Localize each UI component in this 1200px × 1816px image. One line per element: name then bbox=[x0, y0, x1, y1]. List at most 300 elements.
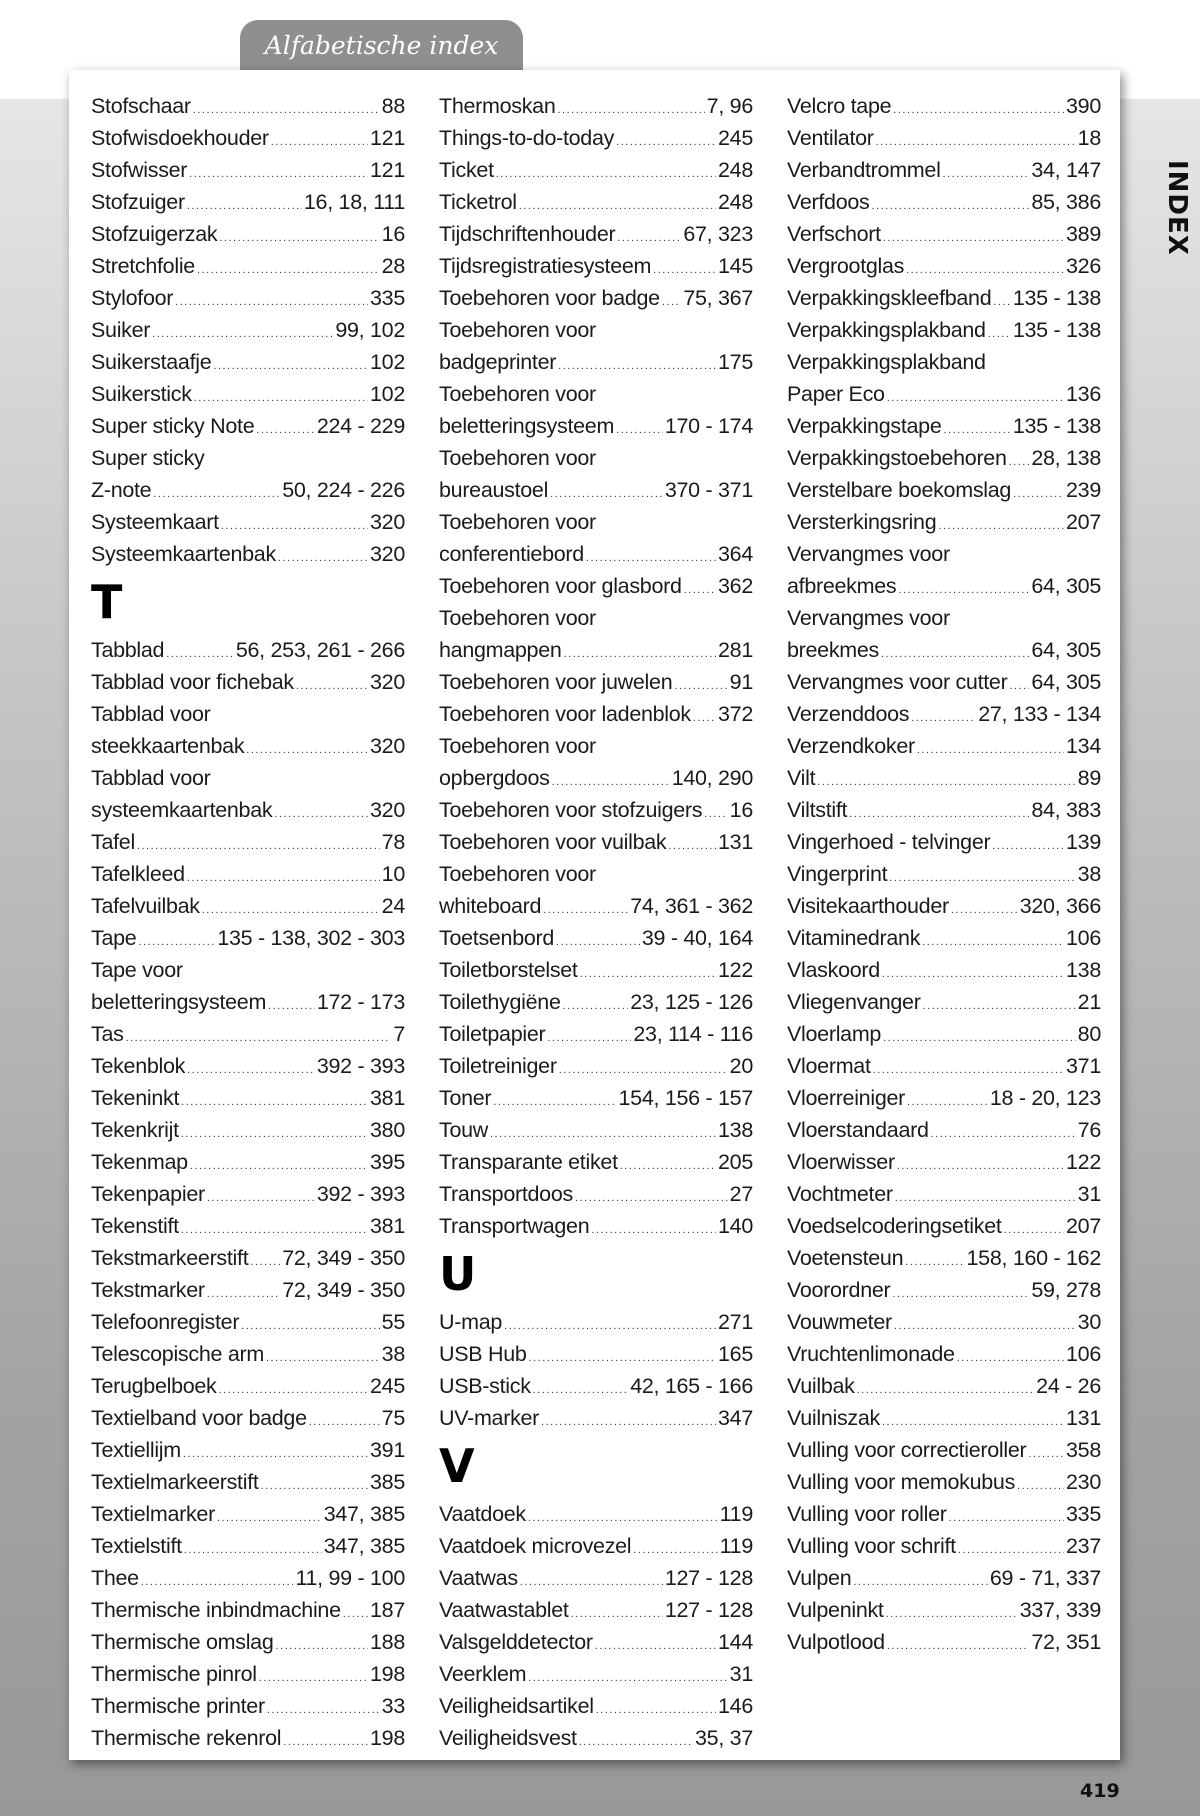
index-term: Transparante etiket bbox=[439, 1150, 618, 1174]
index-term: Tas bbox=[91, 1022, 124, 1046]
index-entry bbox=[439, 218, 753, 250]
index-entry bbox=[787, 1018, 1101, 1050]
index-term: beletteringsysteem bbox=[91, 990, 267, 1014]
page-reference: 27, 133 - 134 bbox=[978, 702, 1101, 726]
page-reference: 34, 147 bbox=[1031, 158, 1101, 182]
dot-leader bbox=[343, 1598, 368, 1630]
index-term: Vloerwisser bbox=[787, 1150, 895, 1174]
dot-leader bbox=[616, 126, 716, 158]
index-entry bbox=[91, 1050, 405, 1082]
index-term: Toilethygiëne bbox=[439, 990, 561, 1014]
page-reference: 80 bbox=[1077, 1022, 1101, 1046]
dot-leader bbox=[276, 1630, 369, 1662]
index-term: bureaustoel bbox=[439, 478, 549, 502]
index-entry bbox=[91, 1658, 405, 1690]
dot-leader bbox=[197, 254, 380, 286]
page-reference: 31 bbox=[729, 1662, 753, 1686]
page-reference: 121 bbox=[370, 126, 405, 150]
dot-leader bbox=[883, 1022, 1076, 1054]
index-term: breekmes bbox=[787, 638, 879, 662]
page-reference: 72, 349 - 350 bbox=[282, 1246, 405, 1270]
page-reference: 381 bbox=[370, 1086, 405, 1110]
page-reference: 18 bbox=[1077, 126, 1101, 150]
index-term: Visitekaarthouder bbox=[787, 894, 949, 918]
index-term: Vulpeninkt bbox=[787, 1598, 884, 1622]
page-reference: 248 bbox=[718, 158, 753, 182]
index-term: Textielmarker bbox=[91, 1502, 215, 1526]
dot-leader bbox=[591, 1214, 716, 1246]
index-term: Textiellijm bbox=[91, 1438, 181, 1462]
index-term: Voedselcoderingsetiket bbox=[787, 1214, 1002, 1238]
index-entry bbox=[439, 1114, 753, 1146]
page-reference: 139 bbox=[1066, 830, 1101, 854]
index-entry bbox=[91, 346, 405, 378]
page-reference: 59, 278 bbox=[1031, 1278, 1101, 1302]
page-reference: 170 - 174 bbox=[664, 414, 753, 438]
dot-leader bbox=[246, 734, 368, 766]
page-reference: 38 bbox=[1077, 862, 1101, 886]
dot-leader bbox=[684, 574, 716, 606]
page-reference: 78 bbox=[381, 830, 405, 854]
index-entry bbox=[787, 826, 1101, 858]
index-entry bbox=[91, 442, 405, 474]
index-entry bbox=[439, 1402, 753, 1434]
page-reference: 395 bbox=[370, 1150, 405, 1174]
index-entry bbox=[439, 954, 753, 986]
index-term: Toiletreiniger bbox=[439, 1054, 557, 1078]
index-term: Vilt bbox=[787, 766, 816, 790]
index-entry bbox=[787, 282, 1101, 314]
dot-leader bbox=[493, 1086, 616, 1118]
page-reference: 320 bbox=[370, 734, 405, 758]
page-reference: 381 bbox=[370, 1214, 405, 1238]
index-term: Suikerstaafje bbox=[91, 350, 212, 374]
index-term: Stofwisdoekhouder bbox=[91, 126, 269, 150]
dot-leader bbox=[992, 830, 1064, 862]
dot-leader bbox=[187, 1054, 315, 1086]
page-reference: 91 bbox=[729, 670, 753, 694]
page-reference: 64, 305 bbox=[1031, 670, 1101, 694]
page-reference: 320, 366 bbox=[1019, 894, 1101, 918]
dot-leader bbox=[938, 510, 1064, 542]
index-entry bbox=[439, 154, 753, 186]
index-entry bbox=[439, 1498, 753, 1530]
page-reference: 320 bbox=[370, 670, 405, 694]
dot-leader bbox=[887, 1630, 1030, 1662]
index-entry bbox=[91, 506, 405, 538]
index-entry bbox=[787, 794, 1101, 826]
index-term: Toner bbox=[439, 1086, 492, 1110]
index-term: Vulling voor memokubus bbox=[787, 1470, 1016, 1494]
index-term: Verstelbare boekomslag bbox=[787, 478, 1012, 502]
dot-leader bbox=[883, 222, 1064, 254]
page-reference: 127 - 128 bbox=[664, 1598, 753, 1622]
index-entry bbox=[439, 346, 753, 378]
page-reference: 131 bbox=[718, 830, 753, 854]
page-reference: 391 bbox=[370, 1438, 405, 1462]
index-entry bbox=[439, 1018, 753, 1050]
page-reference: 271 bbox=[718, 1310, 753, 1334]
dot-leader bbox=[541, 1406, 716, 1438]
dot-leader bbox=[187, 862, 380, 894]
index-entry bbox=[91, 1530, 405, 1562]
page-reference: 224 - 229 bbox=[316, 414, 405, 438]
page-reference: 72, 349 - 350 bbox=[282, 1278, 405, 1302]
index-term: Toebehoren voor bbox=[439, 734, 596, 758]
index-term: conferentiebord bbox=[439, 542, 584, 566]
page-reference: 320 bbox=[370, 542, 405, 566]
page-reference: 320 bbox=[370, 798, 405, 822]
page-reference: 362 bbox=[718, 574, 753, 598]
page-reference: 358 bbox=[1066, 1438, 1101, 1462]
index-term: Toebehoren voor bbox=[439, 606, 596, 630]
dot-leader bbox=[259, 1662, 368, 1694]
index-term: Stofwisser bbox=[91, 158, 188, 182]
page-reference: 31 bbox=[1077, 1182, 1101, 1206]
index-entry bbox=[439, 1146, 753, 1178]
index-page bbox=[69, 70, 1120, 1760]
page-reference: 320 bbox=[370, 510, 405, 534]
index-entry bbox=[787, 986, 1101, 1018]
page-reference: 102 bbox=[370, 350, 405, 374]
index-term: Tafel bbox=[91, 830, 135, 854]
index-term: Tekenkrijt bbox=[91, 1118, 179, 1142]
index-entry bbox=[439, 570, 753, 602]
index-term: Toebehoren voor vuilbak bbox=[439, 830, 667, 854]
index-entry bbox=[787, 1146, 1101, 1178]
page-reference: 198 bbox=[370, 1726, 405, 1750]
index-entry bbox=[787, 378, 1101, 410]
index-term: Thermische pinrol bbox=[91, 1662, 257, 1686]
index-term: Verfdoos bbox=[787, 190, 870, 214]
index-term: Ventilator bbox=[787, 126, 874, 150]
dot-leader bbox=[893, 94, 1064, 126]
index-term: Verzendkoker bbox=[787, 734, 915, 758]
index-entry bbox=[91, 218, 405, 250]
page-reference: 140, 290 bbox=[671, 766, 753, 790]
page-reference: 72, 351 bbox=[1031, 1630, 1101, 1654]
index-entry bbox=[91, 634, 405, 666]
index-term: Vitaminedrank bbox=[787, 926, 921, 950]
index-entry bbox=[787, 698, 1101, 730]
dot-leader bbox=[595, 1630, 716, 1662]
dot-leader bbox=[219, 222, 379, 254]
index-entry bbox=[439, 986, 753, 1018]
index-term: Verzenddoos bbox=[787, 702, 910, 726]
index-term: Vervangmes voor cutter bbox=[787, 670, 1008, 694]
index-entry bbox=[91, 1722, 405, 1754]
index-entry bbox=[439, 1210, 753, 1242]
index-entry bbox=[787, 1274, 1101, 1306]
index-entry bbox=[439, 282, 753, 314]
index-entry bbox=[439, 410, 753, 442]
index-entry bbox=[439, 890, 753, 922]
index-entry bbox=[91, 1690, 405, 1722]
dot-leader bbox=[563, 990, 629, 1022]
index-term: afbreekmes bbox=[787, 574, 897, 598]
dot-leader bbox=[504, 1310, 716, 1342]
index-entry bbox=[439, 1370, 753, 1402]
page-reference: 337, 339 bbox=[1019, 1598, 1101, 1622]
index-entry bbox=[787, 1050, 1101, 1082]
index-term: Stofschaar bbox=[91, 94, 191, 118]
index-term: Toetsenbord bbox=[439, 926, 555, 950]
index-entry bbox=[91, 730, 405, 762]
index-term: Vochtmeter bbox=[787, 1182, 893, 1206]
index-term: Valsgelddetector bbox=[439, 1630, 593, 1654]
page-reference: 138 bbox=[718, 1118, 753, 1142]
index-entry bbox=[91, 314, 405, 346]
index-entry bbox=[91, 186, 405, 218]
index-entry bbox=[787, 218, 1101, 250]
index-term: Textielmarkeerstift bbox=[91, 1470, 259, 1494]
page-reference: 347 bbox=[718, 1406, 753, 1430]
index-term: badgeprinter bbox=[439, 350, 557, 374]
index-entry bbox=[787, 858, 1101, 890]
index-entry bbox=[439, 922, 753, 954]
index-term: Verpakkingstoebehoren bbox=[787, 446, 1007, 470]
page-reference: 145 bbox=[718, 254, 753, 278]
dot-leader bbox=[283, 1726, 368, 1758]
index-entry bbox=[439, 186, 753, 218]
index-entry bbox=[439, 1594, 753, 1626]
index-entry bbox=[439, 1690, 753, 1722]
index-term: Toiletborstelset bbox=[439, 958, 578, 982]
index-entry bbox=[787, 602, 1101, 634]
dot-leader bbox=[857, 1374, 1035, 1406]
page-reference: 64, 305 bbox=[1031, 638, 1101, 662]
index-term: U-map bbox=[439, 1310, 503, 1334]
index-term: Toebehoren voor glasbord bbox=[439, 574, 682, 598]
index-entry bbox=[787, 122, 1101, 154]
dot-leader bbox=[871, 190, 1029, 222]
index-entry bbox=[787, 666, 1101, 698]
index-entry bbox=[91, 1082, 405, 1114]
page-reference: 230 bbox=[1066, 1470, 1101, 1494]
index-term: Veiligheidsvest bbox=[439, 1726, 577, 1750]
dot-leader bbox=[1009, 446, 1030, 478]
dot-leader bbox=[267, 1694, 380, 1726]
page-reference: 165 bbox=[718, 1342, 753, 1366]
index-entry bbox=[439, 794, 753, 826]
index-term: Vloerreiniger bbox=[787, 1086, 905, 1110]
page-reference: 23, 125 - 126 bbox=[630, 990, 753, 1014]
dot-leader bbox=[620, 1150, 716, 1182]
page-reference: 119 bbox=[719, 1534, 753, 1558]
dot-leader bbox=[993, 286, 1010, 318]
index-entry bbox=[439, 730, 753, 762]
index-term: Stofzuigerzak bbox=[91, 222, 218, 246]
index-entry bbox=[787, 538, 1101, 570]
dot-leader bbox=[905, 1246, 964, 1278]
page-reference: 7, 96 bbox=[706, 94, 753, 118]
page-reference: 326 bbox=[1066, 254, 1101, 278]
index-entry bbox=[439, 826, 753, 858]
index-entry bbox=[787, 1402, 1101, 1434]
dot-leader bbox=[533, 1374, 629, 1406]
index-term: Z-note bbox=[91, 478, 152, 502]
page-reference: 335 bbox=[1066, 1502, 1101, 1526]
index-entry bbox=[91, 1274, 405, 1306]
index-column-3 bbox=[787, 90, 1101, 1658]
index-term: Stylofoor bbox=[91, 286, 174, 310]
index-term: Verpakkingsplakband bbox=[787, 318, 986, 342]
page-reference: 245 bbox=[718, 126, 753, 150]
dot-leader bbox=[496, 158, 716, 190]
index-entry bbox=[787, 154, 1101, 186]
page-reference: 56, 253, 261 - 266 bbox=[235, 638, 405, 662]
index-entry bbox=[91, 250, 405, 282]
page-reference: 188 bbox=[370, 1630, 405, 1654]
page-reference: 11, 99 - 100 bbox=[295, 1566, 405, 1590]
page-reference: 198 bbox=[370, 1662, 405, 1686]
letter-heading: V bbox=[439, 1439, 474, 1493]
index-entry bbox=[91, 922, 405, 954]
page-reference: 146 bbox=[718, 1694, 753, 1718]
index-entry bbox=[439, 1722, 753, 1754]
index-term: Toebehoren voor bbox=[439, 446, 596, 470]
dot-leader bbox=[931, 1118, 1076, 1150]
page-reference: 385 bbox=[370, 1470, 405, 1494]
index-entry bbox=[439, 538, 753, 570]
index-term: Vaatdoek microvezel bbox=[439, 1534, 632, 1558]
index-term: Suiker bbox=[91, 318, 151, 342]
index-entry bbox=[91, 698, 405, 730]
page-reference: 102 bbox=[370, 382, 405, 406]
page-reference: 135 - 138 bbox=[1012, 318, 1101, 342]
page-reference: 245 bbox=[370, 1374, 405, 1398]
page-number: 419 bbox=[1080, 1780, 1120, 1802]
index-entry bbox=[91, 858, 405, 890]
index-term: Toebehoren voor bbox=[439, 510, 596, 534]
page-reference: 33 bbox=[381, 1694, 405, 1718]
index-entry bbox=[439, 250, 753, 282]
index-entry bbox=[91, 282, 405, 314]
index-entry bbox=[439, 90, 753, 122]
dot-leader bbox=[213, 350, 368, 382]
page-reference: 42, 165 - 166 bbox=[630, 1374, 753, 1398]
index-term: USB Hub bbox=[439, 1342, 527, 1366]
index-term: Tekenpapier bbox=[91, 1182, 205, 1206]
page-reference: 106 bbox=[1066, 1342, 1101, 1366]
index-term: Tekstmarkeerstift bbox=[91, 1246, 249, 1270]
index-term: Vuilbak bbox=[787, 1374, 855, 1398]
index-entry bbox=[91, 762, 405, 794]
page-reference: 281 bbox=[718, 638, 753, 662]
page-reference: 154, 156 - 157 bbox=[618, 1086, 753, 1110]
index-term: Tabblad bbox=[91, 638, 165, 662]
index-term: Tekenstift bbox=[91, 1214, 179, 1238]
index-term: Tafelkleed bbox=[91, 862, 185, 886]
index-term: hangmappen bbox=[439, 638, 562, 662]
index-term: Thermoskan bbox=[439, 94, 556, 118]
index-term: Vloerstandaard bbox=[787, 1118, 929, 1142]
index-term: Tijdsregistratiesysteem bbox=[439, 254, 652, 278]
page-reference: 67, 323 bbox=[683, 222, 753, 246]
index-entry bbox=[787, 90, 1101, 122]
index-entry bbox=[787, 762, 1101, 794]
index-entry bbox=[91, 1178, 405, 1210]
page-reference: 158, 160 - 162 bbox=[966, 1246, 1101, 1270]
index-term: Verpakkingstape bbox=[787, 414, 942, 438]
index-term: Voorordner bbox=[787, 1278, 891, 1302]
index-entry bbox=[439, 314, 753, 346]
index-term: Vouwmeter bbox=[787, 1310, 892, 1334]
index-term: Tijdschriftenhouder bbox=[439, 222, 616, 246]
index-entry bbox=[439, 1658, 753, 1690]
index-entry bbox=[787, 1434, 1101, 1466]
page-reference: 140 bbox=[718, 1214, 753, 1238]
letter-heading: U bbox=[439, 1247, 476, 1301]
page-reference: 135 - 138 bbox=[1012, 286, 1101, 310]
index-entry bbox=[787, 730, 1101, 762]
page-reference: 347, 385 bbox=[323, 1534, 405, 1558]
index-entry bbox=[787, 954, 1101, 986]
dot-leader bbox=[268, 990, 315, 1022]
index-entry bbox=[787, 1178, 1101, 1210]
index-term: Ticketrol bbox=[439, 190, 517, 214]
index-entry bbox=[91, 1562, 405, 1594]
dot-leader bbox=[1013, 478, 1064, 510]
index-term: Toebehoren voor stofzuigers bbox=[439, 798, 703, 822]
index-term: Tape bbox=[91, 926, 137, 950]
index-entry bbox=[91, 1242, 405, 1274]
dot-leader bbox=[988, 318, 1011, 350]
page-reference: 89 bbox=[1077, 766, 1101, 790]
page-reference: 207 bbox=[1066, 510, 1101, 534]
page-reference: 69 - 71, 337 bbox=[989, 1566, 1101, 1590]
index-entry bbox=[91, 1594, 405, 1626]
index-term: opbergdoos bbox=[439, 766, 550, 790]
page-reference: 335 bbox=[370, 286, 405, 310]
index-term: Terugbelboek bbox=[91, 1374, 217, 1398]
index-entry bbox=[91, 1306, 405, 1338]
page-reference: 28, 138 bbox=[1031, 446, 1101, 470]
index-term: Vruchtenlimonade bbox=[787, 1342, 955, 1366]
index-entry bbox=[787, 1338, 1101, 1370]
page-reference: 23, 114 - 116 bbox=[633, 1022, 753, 1046]
page-reference: 187 bbox=[370, 1598, 405, 1622]
index-term: Vulling voor correctieroller bbox=[787, 1438, 1027, 1462]
index-entry bbox=[91, 90, 405, 122]
index-term: Transportwagen bbox=[439, 1214, 590, 1238]
index-term: Transportdoos bbox=[439, 1182, 573, 1206]
index-entry bbox=[439, 442, 753, 474]
index-entry bbox=[91, 1626, 405, 1658]
index-term: Thermische omslag bbox=[91, 1630, 274, 1654]
dot-leader bbox=[943, 158, 1030, 190]
index-term: Vaatwas bbox=[439, 1566, 518, 1590]
dot-leader bbox=[616, 414, 663, 446]
index-term: Tekstmarker bbox=[91, 1278, 205, 1302]
index-term: steekkaartenbak bbox=[91, 734, 245, 758]
page-reference: 50, 224 - 226 bbox=[282, 478, 405, 502]
page-reference: 85, 386 bbox=[1031, 190, 1101, 214]
dot-leader bbox=[579, 1726, 693, 1758]
page-reference: 135 - 138 bbox=[1012, 414, 1101, 438]
page-reference: 131 bbox=[1066, 1406, 1101, 1430]
index-term: systeemkaartenbak bbox=[91, 798, 273, 822]
index-entry bbox=[91, 986, 405, 1018]
index-entry bbox=[91, 890, 405, 922]
index-term: Vergrootglas bbox=[787, 254, 905, 278]
index-term: whiteboard bbox=[439, 894, 542, 918]
dot-leader bbox=[892, 1278, 1029, 1310]
page-reference: 75 bbox=[381, 1406, 405, 1430]
index-entry bbox=[91, 410, 405, 442]
index-term: Verfschort bbox=[787, 222, 881, 246]
dot-leader bbox=[662, 286, 682, 318]
